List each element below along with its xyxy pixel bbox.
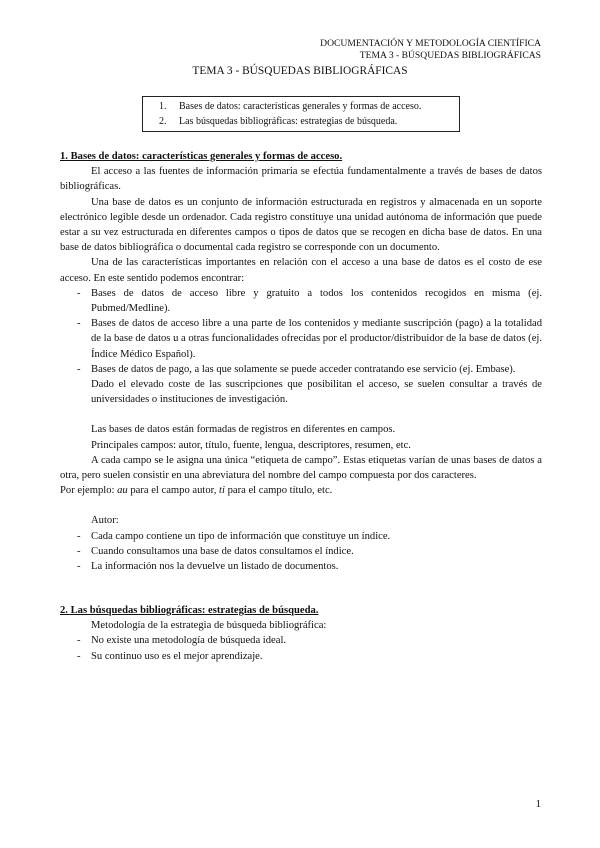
- autor-label: Autor:: [91, 515, 119, 527]
- list-item: - Su continuo uso es el mejor aprendizaje.: [77, 650, 263, 662]
- paragraph: Metodología de la estrategia de búsqueda bibliográfica:: [91, 620, 327, 632]
- page-number: 1: [535, 798, 541, 810]
- section-heading: 2. Las búsquedas bibliográficas: estrategias de búsqueda.: [60, 605, 319, 616]
- toc-item-text: Las búsquedas bibliográficas: estrategias de búsqueda.: [179, 115, 398, 127]
- toc-item-number: 2.: [159, 115, 167, 127]
- section-busquedas: [60, 603, 542, 664]
- section-bases-de-datos: [60, 149, 542, 574]
- running-header-course: DOCUMENTACIÓN Y METODOLOGÍA CIENTÍFICA: [320, 38, 541, 49]
- document-title: TEMA 3 - BÚSQUEDAS BIBLIOGRÁFICAS: [192, 65, 408, 77]
- list-item: - Bases de datos de acceso libre a una parte de los contenidos y mediante suscripción (pago) a la totalidad de la base de datos u a otras funcionalidades ofrecidas por el productor/distribuidor de la base de datos (ej. Índice Médico Español).: [77, 318, 542, 360]
- toc-item: [159, 115, 459, 130]
- paragraph: Una base de datos es un conjunto de información estructurada en registros y almacenada en un soporte electrónico legible desde un ordenador. Cada registro constituye una unidad autónoma de información que puede estar a su vez estructurada en diferentes campos o tipos de datos que se recogen en dicha base de datos. En una base de datos bibliográfica o documental cada registro se corresponde con un documento.: [60, 196, 542, 254]
- paragraph: El acceso a las fuentes de información primaria se efectúa fundamentalmente a través de bases de datos bibliográficas.: [60, 166, 542, 193]
- paragraph: Las bases de datos están formadas de registros en diferentes en campos.: [91, 424, 396, 436]
- list-item: - Cuando consultamos una base de datos consultamos el índice.: [77, 545, 354, 557]
- list-item: - Cada campo contiene un tipo de información que constituye un índice.: [77, 530, 391, 542]
- section-heading: 1. Bases de datos: características generales y formas de acceso.: [60, 151, 343, 162]
- toc-item-text: Bases de datos: características generales y formas de acceso.: [179, 101, 422, 112]
- toc-item: [159, 100, 459, 115]
- example-line: Por ejemplo: au para el campo autor, ti para el campo título, etc.: [60, 485, 333, 497]
- toc-item-number: 1.: [159, 101, 167, 112]
- paragraph: A cada campo se le asigna una única “etiqueta de campo”. Estas etiquetas varían de unas bases de datos a otra, pero suelen consistir en una abreviatura del nombre del campo compuesta por dos caracteres.: [60, 454, 542, 482]
- list-item-continuation: Dado el elevado coste de las suscripciones que posibilitan el acceso, se suelen consultar a través de universidades o instituciones de investigación.: [91, 379, 542, 406]
- paragraph: Principales campos: autor, título, fuente, lengua, descriptores, resumen, etc.: [91, 439, 411, 451]
- list-item: - La información nos la devuelve un listado de documentos.: [77, 561, 339, 573]
- list-item: - Bases de datos de acceso libre y gratuito a todos los contenidos recogidos en misma (ej. Pubmed/Medline).: [77, 287, 542, 315]
- paragraph: Una de las características importantes en relación con el acceso a una base de datos es el costo de ese acceso. En este sentido podemos encontrar:: [60, 257, 542, 284]
- list-item: - No existe una metodología de búsqueda ideal.: [77, 635, 287, 647]
- running-header-topic: TEMA 3 - BÚSQUEDAS BIBLIOGRÁFICAS: [359, 50, 541, 61]
- table-of-contents: [142, 96, 460, 132]
- list-item: - Bases de datos de pago, a las que solamente se puede acceder contratando ese servicio (ej. Embase).: [77, 363, 516, 375]
